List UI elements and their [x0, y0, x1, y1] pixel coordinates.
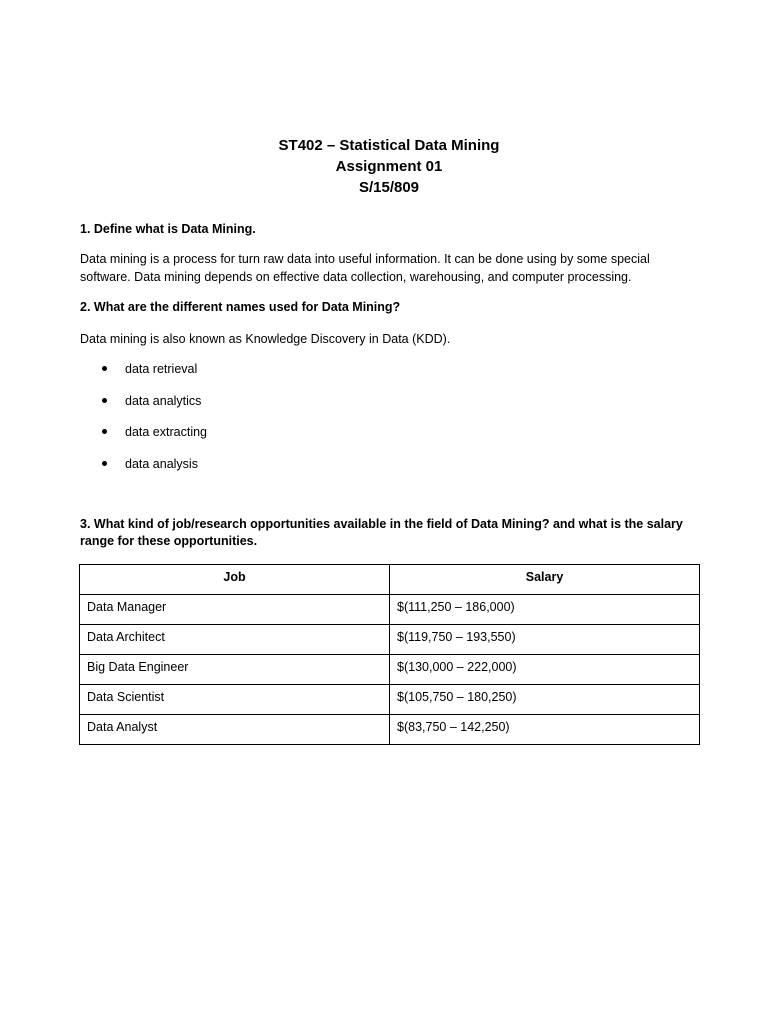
answer-1-line-2: software. Data mining depends on effective data collection, warehousing, and computer processing.	[80, 270, 632, 284]
bullet-icon	[102, 461, 107, 466]
header-salary: Salary	[390, 565, 700, 595]
table-row	[80, 595, 700, 625]
list-item: data analysis	[80, 455, 680, 487]
question-1: 1. Define what is Data Mining.	[80, 222, 256, 236]
job-cell: Data Architect	[80, 625, 390, 655]
question-3	[80, 516, 700, 550]
question-3-line-1: 3. What kind of job/research opportunities available in the field of Data Mining? and what is the salary	[80, 517, 683, 531]
salary-cell: $(111,250 – 186,000)	[390, 595, 700, 625]
answer-2: Data mining is also known as Knowledge Discovery in Data (KDD).	[80, 332, 451, 346]
salary-cell: $(83,750 – 142,250)	[390, 715, 700, 745]
student-id: S/15/809	[358, 179, 420, 196]
answer-1-line-1: Data mining is a process for turn raw data into useful information. It can be done using by some special	[80, 252, 650, 266]
salary-table	[79, 564, 700, 745]
document-title	[0, 135, 768, 198]
job-cell: Big Data Engineer	[80, 655, 390, 685]
job-cell: Data Manager	[80, 595, 390, 625]
answer-1	[80, 250, 700, 286]
list-item: data extracting	[80, 423, 680, 455]
question-2: 2. What are the different names used for Data Mining?	[80, 300, 401, 314]
table-header-row	[80, 565, 700, 595]
assignment-title: Assignment 01	[335, 158, 443, 175]
list-item: data analytics	[80, 392, 680, 424]
salary-cell: $(119,750 – 193,550)	[390, 625, 700, 655]
table-row	[80, 655, 700, 685]
table-row	[80, 625, 700, 655]
salary-cell: $(130,000 – 222,000)	[390, 655, 700, 685]
names-list	[80, 360, 680, 486]
salary-cell: $(105,750 – 180,250)	[390, 685, 700, 715]
bullet-icon	[102, 366, 107, 371]
table-row	[80, 715, 700, 745]
header-job: Job	[80, 565, 390, 595]
question-3-line-2: range for these opportunities.	[80, 534, 258, 548]
bullet-icon	[102, 398, 107, 403]
bullet-icon	[102, 429, 107, 434]
job-cell: Data Analyst	[80, 715, 390, 745]
table-row	[80, 685, 700, 715]
course-title: ST402 – Statistical Data Mining	[278, 137, 500, 154]
job-cell: Data Scientist	[80, 685, 390, 715]
list-item: data retrieval	[80, 360, 680, 392]
